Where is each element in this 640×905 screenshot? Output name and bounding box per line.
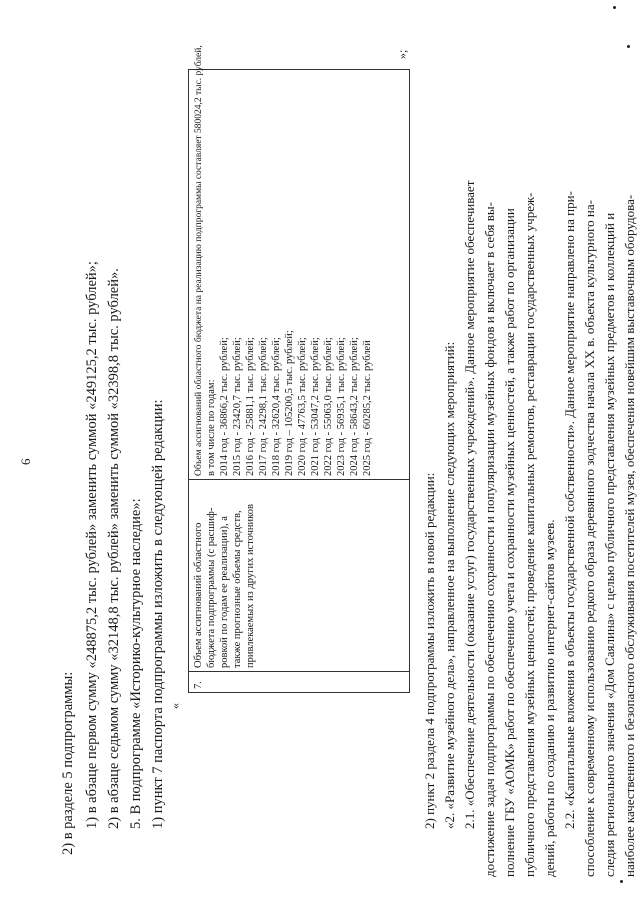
table-value-cell	[189, 45, 409, 480]
label-line: бюджета подпрограммы (с расшиф-	[206, 507, 217, 668]
text-line: публичного представления музейных ценностей; проведение капитальных ремонтов, реставрации государственных учреж-	[522, 192, 537, 877]
quote-close: »;	[395, 49, 409, 59]
text-line: 2.2. «Капитальные вложения в объекты государственной собственности». Данное мероприятие направлено на при-	[562, 191, 577, 829]
value-line: в том числе по годам:	[206, 379, 217, 476]
label-line: также прогнозные объемы средств,	[232, 510, 243, 668]
table-row-number-cell	[189, 671, 409, 692]
text-line: 2.1. «Обеспечение деятельности (оказание услуг) государственных учреждений». Данное мероприятие обеспечивает	[462, 180, 477, 829]
value-line: 2024 год - 58643,2 тыс. рублей;	[349, 337, 360, 476]
quote-open: «	[168, 703, 182, 709]
value-line: 2021 год - 53047,2 тыс. рублей;	[310, 337, 321, 476]
value-line: 2025 год - 60285,2 тыс. рублей	[362, 340, 373, 476]
text-line: 2) в разделе 5 подпрограммы:	[60, 671, 76, 855]
text-line: 1) пункт 7 паспорта подпрограммы изложить в следующей редакции:	[150, 399, 166, 829]
text-line: наиболее качественного и безопасного обслуживания посетителей музея, обеспечения новейшим выставочным оборудова-	[622, 194, 637, 877]
text-line: «2. «Развитие музейного дела», направленное на выполнение следующих мероприятий:	[442, 341, 457, 829]
text-line: 2) в абзаце седьмом сумму «32148,8 тыс. рублей» заменить суммой «32398,8 тыс. рублей».	[106, 268, 122, 829]
value-line: 2023 год - 56935,1 тыс. рублей;	[336, 337, 347, 476]
passport-table	[188, 45, 410, 693]
value-line: 2022 год - 55063,0 тыс. рублей;	[323, 337, 334, 476]
label-line: привлекаемых из других источников	[245, 504, 256, 668]
value-line: 2014 год - 36866,2 тыс. рублей;	[219, 337, 230, 476]
text-line: дений, работы по созданию и развитию интернет-сайтов музеев.	[542, 519, 557, 877]
value-line: 2018 год - 32620,4 тыс. рублей;	[271, 337, 282, 476]
text-line: 5. В подпрограмме «Историко-культурное наследие»:	[128, 498, 144, 829]
value-line: 2019 год – 105200,5 тыс. рублей;	[284, 330, 295, 476]
text-line: способление к современному использованию редкого образа деревянного зодчества начала XX в. объекта культурного на-	[582, 200, 597, 877]
text-line: 1) в абзаце первом сумму «248875,2 тыс. рублей» заменить суммой «249125,2 тыс. рублей»;	[84, 261, 100, 829]
label-line: Объем ассигнований областного	[193, 522, 204, 668]
table-label-cell	[189, 479, 409, 672]
value-line: 2016 год - 25881,1 тыс. рублей;	[245, 337, 256, 476]
page-number: 6	[18, 458, 33, 465]
text-line: полнение ГБУ «АОМК» работ по обеспечению учета и сохранности музейных ценностей, а также работ по организации	[502, 208, 517, 877]
value-line: 2017 год - 24298,1 тыс. рублей;	[258, 337, 269, 476]
value-line: Объем ассигнований областного бюджета на реализацию подпрограммы составляет 580024,2 тыс. рублей,	[194, 45, 204, 476]
row-number: 7.	[193, 681, 204, 689]
text-line: достижение задач подпрограммы по обеспечению сохранности и популяризации музейных фондов и включает в себя вы-	[482, 202, 497, 877]
text-line: следия регионального значения «Дом Саялина» с целью публичного представления музейных предметов и коллекций и	[602, 212, 617, 877]
label-line: ровкой по годам ее реализации), а	[219, 516, 230, 668]
text-line: 2) пункт 2 раздела 4 подпрограммы изложить в новой редакции:	[422, 472, 437, 829]
value-line: 2020 год - 47763,5 тыс. рублей;	[297, 337, 308, 476]
value-line: 2015 год - 23420,7 тыс. рублей;	[232, 337, 243, 476]
